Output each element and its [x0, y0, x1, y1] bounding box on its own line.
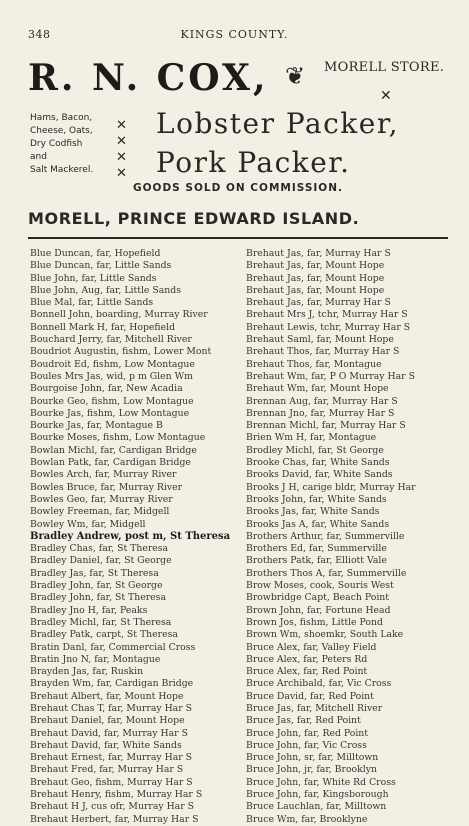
cross-ornament-icon: ✕ — [116, 134, 127, 149]
directory-entry: Brehaut Wm, far, Mount Hope — [246, 383, 389, 395]
directory-entry: Bruce Alex, far, Peters Rd — [246, 653, 368, 665]
trade-line-pork: Pork Packer. — [156, 146, 351, 179]
directory-entry: Brehaut Fred, far, Murray Har S — [30, 764, 184, 776]
directory-entry: Brothers Ed, far, Summerville — [246, 543, 387, 555]
directory-entry: Bourgoise John, far, New Acadia — [30, 383, 183, 395]
place-line: MORELL, PRINCE EDWARD ISLAND. — [28, 209, 360, 228]
directory-entry: Bradley Jno H, far, Peaks — [30, 604, 148, 616]
cross-ornament-icon: ✕ — [116, 166, 127, 181]
directory-entry: Brooks John, far, White Sands — [246, 493, 387, 505]
directory-entry: Brien Wm H, far, Montague — [246, 432, 377, 444]
directory-entry: Bourke Jas, fishm, Low Montague — [30, 407, 190, 419]
directory-entry: Bruce Alex, far, Valley Field — [246, 641, 377, 653]
directory-entry: Bruce John, sr, far, Milltown — [246, 752, 379, 764]
directory-entry: Brown Wm, shoemkr, South Lake — [246, 629, 404, 641]
directory-entry: Brehaut Herbert, far, Murray Har S — [30, 813, 199, 825]
directory-column-left — [30, 248, 240, 826]
directory-entry: Bruce Alex, far, Red Point — [246, 666, 368, 678]
directory-entry: Brooks Jas, far, White Sands — [246, 506, 380, 518]
directory-entry: Bowles Geo, far, Murray River — [30, 493, 173, 505]
directory-entry: Bratin Danl, far, Commercial Cross — [30, 641, 196, 653]
directory-entry: Bourke Jas, far, Montague B — [30, 420, 163, 432]
divider-rule — [28, 237, 448, 239]
directory-entry: Brehaut Jas, far, Mount Hope — [246, 260, 385, 272]
directory-entry: Bradley Patk, carpt, St Theresa — [30, 629, 178, 641]
directory-entry: Brehaut Thos, far, Murray Har S — [246, 346, 400, 358]
goods-item: Dry Codfish — [30, 139, 83, 149]
directory-entry: Blue John, Aug, far, Little Sands — [30, 284, 182, 296]
directory-entry: Brothers Patk, far, Elliott Vale — [246, 555, 387, 567]
directory-entry: Blue Mal, far, Little Sands — [30, 297, 154, 309]
directory-entry: Bruce John, far, Red Point — [246, 727, 369, 739]
directory-entry: Bourke Geo, fishm, Low Montague — [30, 395, 194, 407]
directory-entry: Brehaut Jas, far, Mount Hope — [246, 272, 385, 284]
advertiser-name: R. N. COX, — [28, 57, 269, 99]
directory-entry: Bruce Jas, far, Mitchell River — [246, 702, 383, 714]
directory-entry: Brehaut Lewis, tchr, Murray Har S — [246, 321, 411, 333]
directory-entry: Brayden Wm, far, Cardigan Bridge — [30, 678, 194, 690]
directory-entry: Brehaut David, far, White Sands — [30, 739, 182, 751]
directory-entry: Brown Jos, fishm, Little Pond — [246, 616, 383, 628]
directory-entry: Blue Duncan, far, Hopefield — [30, 248, 161, 259]
directory-entry: Bradley Michl, far, St Theresa — [30, 616, 172, 628]
running-title: KINGS COUNTY. — [180, 28, 289, 41]
directory-entry: Brehaut Ernest, far, Murray Har S — [30, 752, 193, 764]
page-header — [0, 28, 469, 44]
directory-entry: Brehaut H J, cus ofr, Murray Har S — [30, 801, 194, 813]
directory-entry: Bowles Bruce, far, Murray River — [30, 481, 183, 493]
directory-entry: Brehaut Geo, fishm, Murray Har S — [30, 776, 193, 788]
directory-entry: Bowley Freeman, far, Midgell — [30, 506, 170, 518]
directory-entry: Bonnell Mark H, far, Hopefield — [30, 321, 176, 333]
directory-entry: Brodley Michl, far, St George — [246, 444, 384, 456]
directory-entry: Brehaut Henry, fishm, Murray Har S — [30, 789, 203, 801]
directory-entry: Bradley Jas, far, St Theresa — [30, 567, 159, 579]
directory-entry: Bruce John, far, Kingsborough — [246, 789, 389, 801]
directory-entry: Brehaut Daniel, far, Mount Hope — [30, 715, 185, 727]
directory-entry: Brehaut Jas, far, Mount Hope — [246, 284, 385, 296]
directory-entry: Brooks David, far, White Sands — [246, 469, 393, 481]
directory-entry: Brennan Jno, far, Murray Har S — [246, 407, 395, 419]
directory-entry: Brehaut Saml, far, Mount Hope — [246, 334, 394, 346]
directory-entry: Brehaut Thos, far, Montague — [246, 358, 382, 370]
cross-ornament-icon: ✕ — [116, 150, 127, 165]
commission-line: GOODS SOLD ON COMMISSION. — [132, 182, 344, 194]
goods-item: and — [30, 152, 47, 162]
directory-entry: Brow Moses, cook, Souris West — [246, 580, 394, 592]
directory-entry: Brown John, far, Fortune Head — [246, 604, 391, 616]
directory-entry: Brehaut David, far, Murray Har S — [30, 727, 188, 739]
page-number: 348 — [28, 28, 51, 41]
directory-entry: Blue John, far, Little Sands — [30, 272, 157, 284]
goods-item: Cheese, Oats, — [30, 126, 93, 136]
directory-entry: Boudroit Ed, fishm, Low Montague — [30, 358, 195, 370]
directory-entry: Bruce Jas, far, Red Point — [246, 715, 361, 727]
directory-entry: Brooke Chas, far, White Sands — [246, 457, 390, 469]
directory-entry: Bratin Jno N, far, Montague — [30, 653, 161, 665]
fleuron-ornament-icon: ❦ — [285, 62, 306, 90]
directory-entry: Bourke Moses, fishm, Low Montague — [30, 432, 206, 444]
directory-entry: Brehaut Albert, far, Mount Hope — [30, 690, 184, 702]
goods-list — [30, 112, 93, 177]
directory-entry: Bowley Wm, far, Midgell — [30, 518, 146, 530]
directory-entry: Brehaut Jas, far, Murray Har S — [246, 248, 391, 259]
directory-entry: Bruce John, far, White Rd Cross — [246, 776, 396, 788]
directory-entry: Bruce Archibald, far, Vic Cross — [246, 678, 392, 690]
cross-ornament-icon: ✕ — [380, 88, 392, 104]
directory-entry: Brayden Jas, far, Ruskin — [30, 666, 144, 678]
directory-entry: Brothers Arthur, far, Summerville — [246, 530, 405, 542]
directory-entry: Bruce John, far, Vic Cross — [246, 739, 367, 751]
store-name: MORELL STORE. — [324, 60, 445, 75]
cross-ornament-icon: ✕ — [116, 118, 127, 133]
directory-entry: Brehaut Mrs J, tchr, Murray Har S — [246, 309, 408, 321]
cross-ornaments — [116, 118, 127, 182]
directory-entry: Boudriot Augustin, fishm, Lower Mont — [30, 346, 212, 358]
directory-entry: Brothers Thos A, far, Summerville — [246, 567, 407, 579]
directory-column-right — [246, 248, 458, 826]
directory-entry: Bradley Andrew, post m, St Theresa — [30, 530, 231, 542]
directory-entry: Bradley Chas, far, St Theresa — [30, 543, 169, 555]
directory-entry: Bruce John, jr, far, Brooklyn — [246, 764, 377, 776]
directory-entry: Brehaut Jas, far, Murray Har S — [246, 297, 391, 309]
directory-entry: Brennan Michl, far, Murray Har S — [246, 420, 406, 432]
directory-entry: Bonnell John, boarding, Murray River — [30, 309, 208, 321]
advertisement — [28, 52, 448, 246]
directory-entry: Bradley Daniel, far, St George — [30, 555, 172, 567]
trade-line-lobster: Lobster Packer, — [156, 107, 400, 140]
directory-entry: Bruce Lauchlan, far, Milltown — [246, 801, 387, 813]
directory-entry: Brooks J H, carige bldr, Murray Har — [246, 481, 416, 493]
directory-entry: Bruce Wm, far, Brooklyne — [246, 813, 368, 825]
directory-entry: Boules Mrs Jas, wid, p m Glen Wm — [30, 370, 193, 382]
directory-entry: Blue Duncan, far, Little Sands — [30, 260, 172, 272]
directory-entry: Brehaut Chas T, far, Murray Har S — [30, 702, 192, 714]
directory-entry: Bowlan Patk, far, Cardigan Bridge — [30, 457, 191, 469]
directory-entry: Bradley John, far, St Theresa — [30, 592, 166, 604]
directory-entry: Brennan Aug, far, Murray Har S — [246, 395, 398, 407]
directory-entry: Browbridge Capt, Beach Point — [246, 592, 390, 604]
directory-entry: Bradley John, far, St George — [30, 580, 163, 592]
goods-item: Hams, Bacon, — [30, 113, 93, 123]
directory-entry: Bowlan Michl, far, Cardigan Bridge — [30, 444, 197, 456]
directory-entry: Brehaut Wm, far, P O Murray Har S — [246, 370, 415, 382]
directory-entry: Bouchard Jerry, far, Mitchell River — [30, 334, 192, 346]
directory-entry: Brooks Jas A, far, White Sands — [246, 518, 390, 530]
directory-entry: Bowles Arch, far, Murray River — [30, 469, 177, 481]
directory-entry: Bruce David, far, Red Point — [246, 690, 374, 702]
goods-item: Salt Mackerel. — [30, 165, 94, 175]
